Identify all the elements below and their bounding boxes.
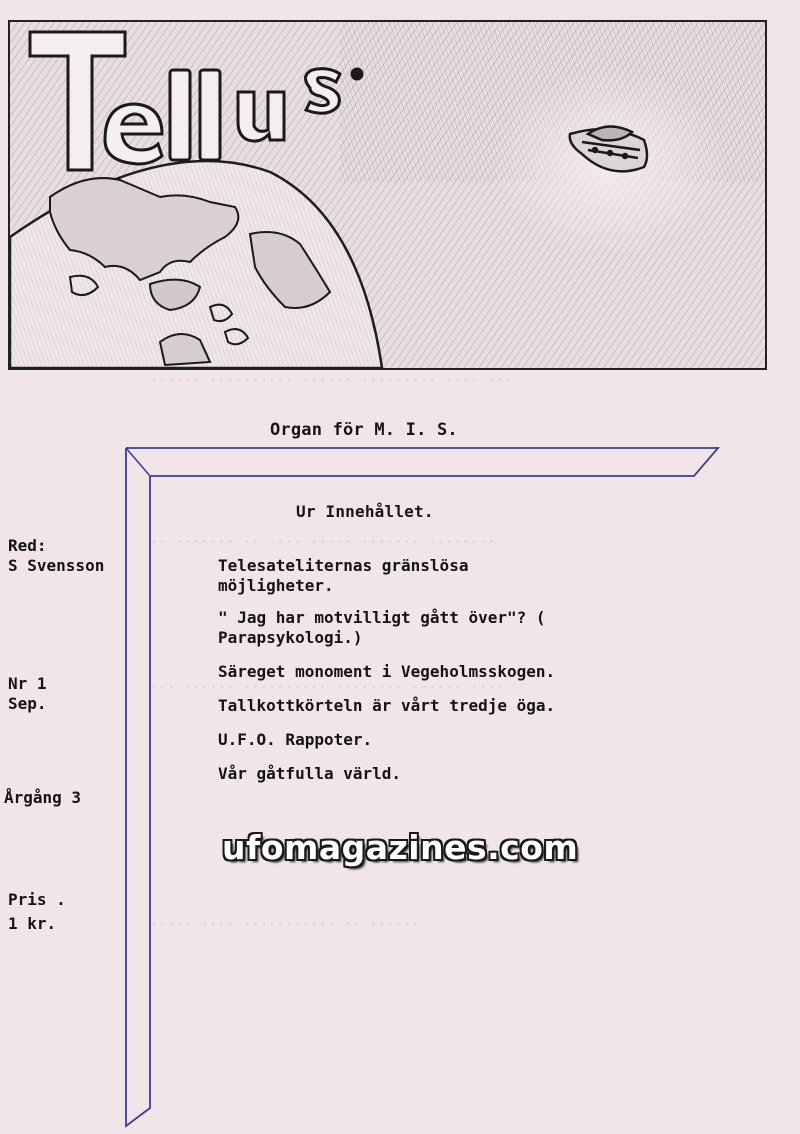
magazine-cover: ······ ·········· ······ ········· ···· ··· ·· ······· ·· ···· ····· ······· ········ ··· ······ ·········· ········ ······ ···· ····· ···· ··········· ·· ······ Organ för M. I. S. Ur Innehållet. Telesateliternas gränslösa möjligheter. " Jag har motvilligt gått över"? ( Parapsykologi.) Säreget monoment i Vegeholmsskogen. Tallkottkörteln är vårt tredje öga. U.F.O. Rappoter. Vår gåtfulla värld. Red: S Svensson Nr 1 Sep. Årgång 3 Pris . 1 kr. ufomagazines.com <box>0 0 800 1134</box>
list-item: Telesateliternas gränslösa möjligheter. <box>218 556 469 595</box>
contents-list <box>218 556 698 798</box>
list-item: Vår gåtfulla värld. <box>218 764 402 783</box>
contents-heading: Ur Innehållet. <box>296 502 434 521</box>
editor-label: Red: <box>8 536 47 555</box>
price-value: 1 kr. <box>8 914 57 933</box>
price-label: Pris . <box>8 890 66 909</box>
editor-name: S Svensson <box>8 556 105 575</box>
issue-month: Sep. <box>8 694 47 713</box>
list-item: " Jag har motvilligt gått över"? ( Parapsykologi.) <box>218 608 546 647</box>
watermark-text: ufomagazines.com <box>222 828 579 867</box>
list-item: Tallkottkörteln är vårt tredje öga. <box>218 696 556 715</box>
issue-number: Nr 1 <box>8 674 47 693</box>
list-item: U.F.O. Rappoter. <box>218 730 373 749</box>
organ-line: Organ för M. I. S. <box>270 420 458 440</box>
list-item: Säreget monoment i Vegeholmsskogen. <box>218 662 556 681</box>
volume-label: Årgång 3 <box>4 788 82 807</box>
